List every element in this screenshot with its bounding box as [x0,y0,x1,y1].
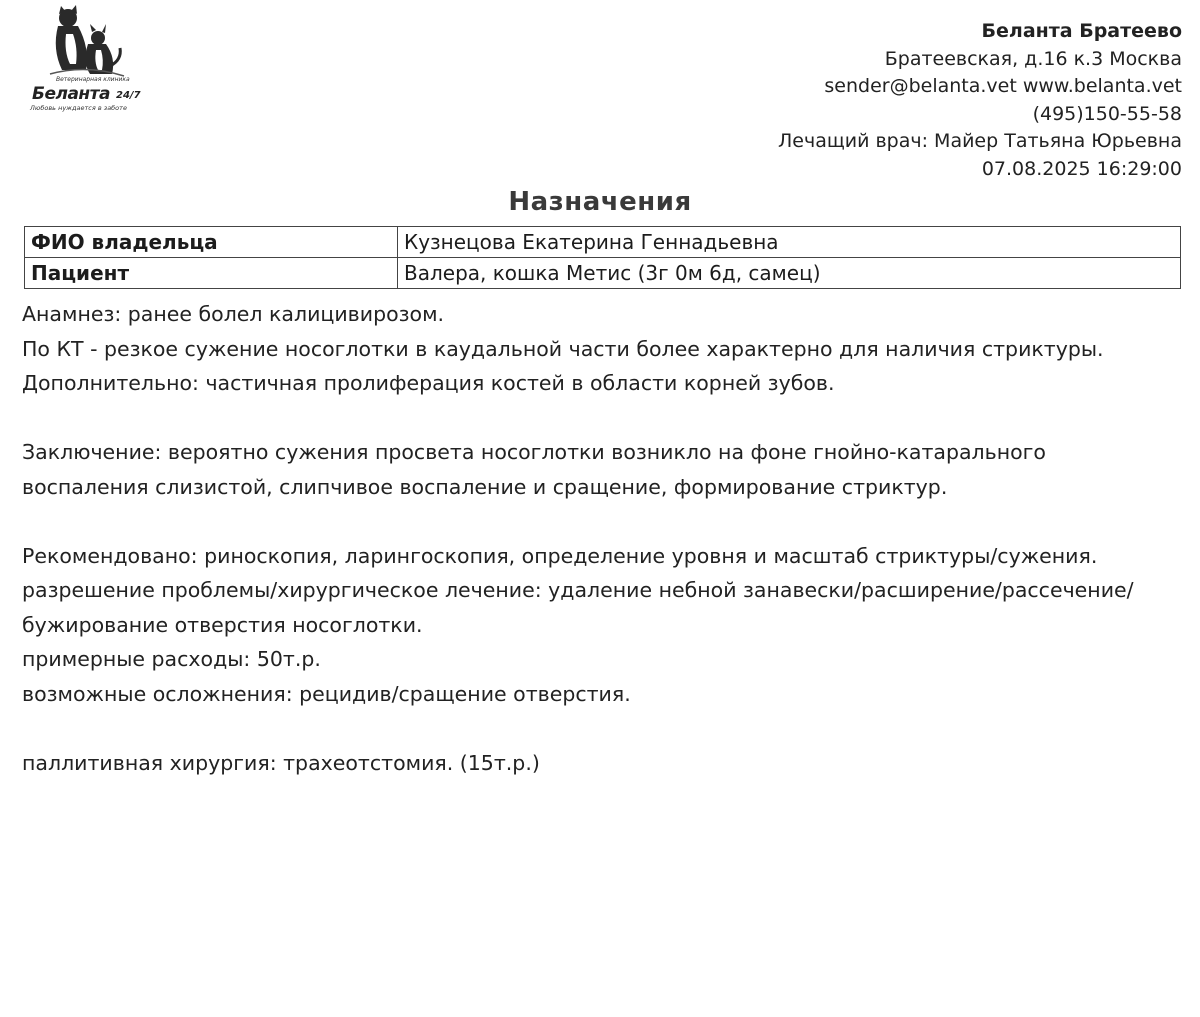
cat-dog-logo-icon [46,4,126,78]
clinic-name: Беланта Братеево [981,20,1182,42]
logo-tagline: Ветеринарная клиника [56,76,130,83]
logo-hours: 24/7 [116,90,141,101]
recommended-text: Рекомендовано: риноскопия, ларингоскопия, определение уровня и масштаб стриктуры/сужения. [22,543,1098,568]
costs-text: примерные расходы: 50т.р. [22,647,321,671]
resolution-text: разрешение проблемы/хирургическое лечение: удаление небной занавески/расширение/рассечение/бужирование отверстия носоглотки. [22,578,1134,637]
prescription-body [22,297,1172,780]
clinic-logo [22,4,162,116]
document-datetime: 07.08.2025 16:29:00 [981,157,1182,180]
anamnesis-text: Анамнез: ранее болел калицивирозом. [22,302,445,326]
attending-doctor: Лечащий врач: Майер Татьяна Юрьевна [778,130,1182,152]
logo-brand: Беланта [32,84,110,104]
conclusion-text: Заключение: вероятно сужения просвета носоглотки возникло на фоне гнойно-катарального воспаления слизистой, слипчивое воспаление и сращение, формирование стриктур. [22,440,1046,499]
patient-label: Пациент [25,258,398,289]
owner-value: Кузнецова Екатерина Геннадьевна [398,227,1181,258]
spacer [22,504,1172,539]
complications-text: возможные осложнения: рецидив/сращение отверстия. [22,681,631,706]
spacer [22,401,1172,436]
table-row [25,258,1181,289]
clinic-phone: (495)150-55-58 [1032,102,1182,125]
patient-value: Валера, кошка Метис (3г 0м 6д, самец) [398,258,1181,289]
logo-slogan: Любовь нуждается в заботе [30,104,127,112]
clinic-contacts: sender@belanta.vet www.belanta.vet [824,75,1182,97]
clinic-address: Братеевская, д.16 к.3 Москва [884,47,1182,70]
additional-text: Дополнительно: частичная пролиферация костей в области корней зубов. [22,371,835,395]
owner-label: ФИО владельца [25,227,398,258]
page-title: Назначения [508,187,692,217]
spacer [22,711,1172,746]
table-row [25,227,1181,258]
ct-findings-text: По КТ - резкое сужение носоглотки в каудальной части более характерно для наличия стриктуры. [22,336,1104,361]
clinic-header [778,18,1182,183]
patient-info-table [24,226,1181,289]
palliative-text: паллитивная хирургия: трахеотстомия. (15т.р.) [22,750,540,775]
